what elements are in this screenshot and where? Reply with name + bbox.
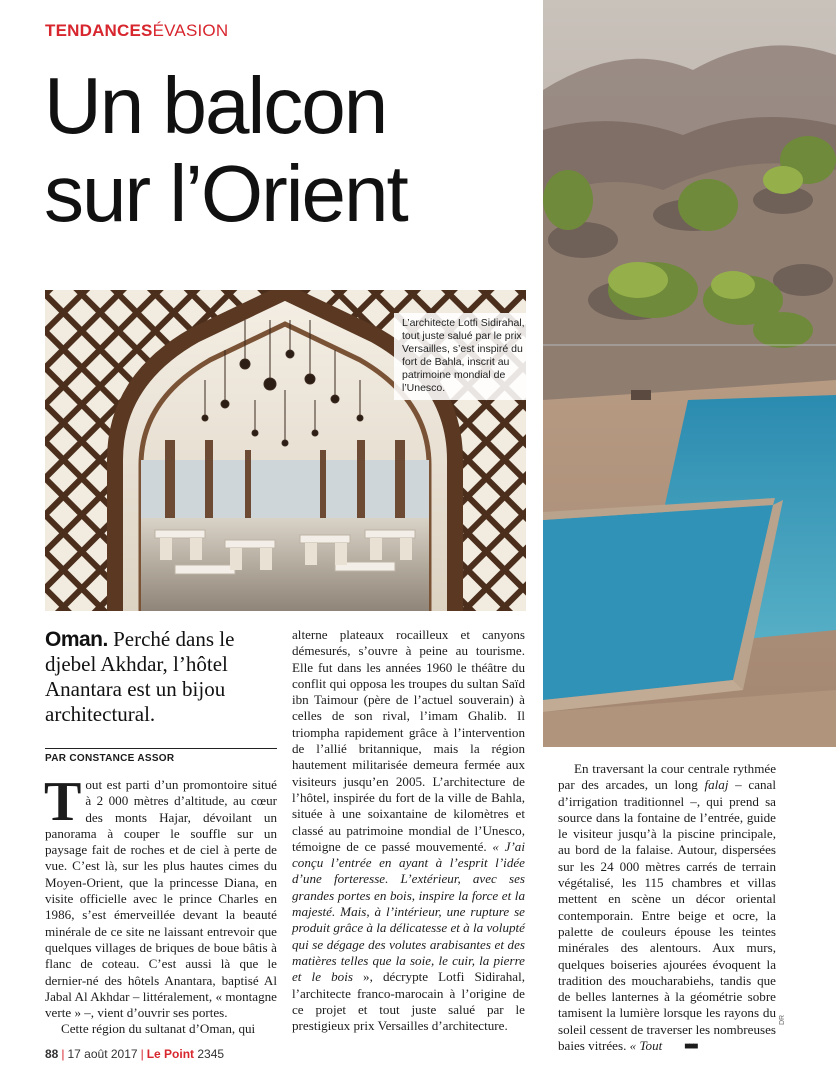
- pool-illustration: [543, 0, 836, 747]
- paragraph: [292, 627, 525, 1034]
- continued-text: « Tout: [629, 1038, 663, 1054]
- photo-credit: DR: [779, 1014, 786, 1025]
- kicker-light: ÉVASION: [152, 21, 229, 40]
- dropcap: T: [44, 771, 82, 833]
- pool-photo: [543, 0, 836, 747]
- continuation-marks: ■■■: [684, 1041, 697, 1053]
- paragraph-text: En traversant la cour centrale rythmée par des arcades, un long: [558, 761, 776, 793]
- page-footer: [45, 1047, 224, 1061]
- paragraph-text: – canal d’irrigation traditionnel –, qui prend sa source dans la fontaine de l’entrée, guide le visiteur jusqu’à la piscine principale, au bord de la falaise. Autour, dispersées sur les 24 000 mètres carrés de terrain végétalisé, les 115 chambres et villas mettent en scène un décor oriental contemporain. Entre beige et ocre, la palette de couleurs épouse les teintes minérales des alentours. Aux murs, quelques boiseries ajourées évoquent la tradition des moucharabiehs, tandis que de belles lanternes à la géométrie sobre tamisent la lumière lorsque les rayons du soleil cessent de traverser les nombreuses baies vitrées.: [558, 777, 777, 1054]
- photo-caption: L’architecte Lotfi Sidirahal, tout juste salué par le prix Versailles, s’est inspiré du fort de Bahla, inscrit au patrimoine mondial de l’Unesco.: [394, 313, 530, 400]
- quote-text: « J’ai conçu l’entrée en ayant à l’esprit l’idée d’une forteresse. L’extérieur, avec ses grandes portes en bois, inspire la force et la majesté. Mais, à l’intérieur, une rupture se produit grâce à la délicatesse et à la volupté qui se dégage des volutes arabisantes et des matières telles que la soie, le cuir, la pierre et le bois: [292, 838, 525, 985]
- column-3: [558, 761, 776, 1055]
- intro-lead: Oman.: [45, 628, 108, 651]
- page-title: [44, 62, 534, 238]
- column-1: [44, 771, 277, 1038]
- paragraph: Cette région du sultanat d’Oman, qui: [61, 1021, 256, 1037]
- section-kicker: [45, 21, 228, 41]
- paragraph: [558, 761, 776, 1055]
- column-2: [292, 627, 525, 1034]
- intro-text: Perché dans le djebel Akhdar, l’hôtel Anantara est un bijou architectural.: [45, 627, 235, 726]
- byline: PAR CONSTANCE ASSOR: [45, 753, 175, 764]
- issue-number: 2345: [197, 1047, 225, 1061]
- paragraph-text: alterne plateaux rocailleux et canyons démesurés, s’ouvre à peine au tourisme. Elle fut dans les années 1960 le théâtre du conflit qui opposa les troupes du sultan Saïd ibn Taimour (père de l’actuel souverain) à celles de son rival, l’imam Ghalib. Il triompha rapidement grâce à l’intervention de l’allié britannique, mais la région hautement militarisée demeura fermée aux visiteurs jusqu’en 2005. L’architecture de l’hôtel, inspirée du fort de la ville de Bahla, située à une soixantaine de kilomètres et classé au patrimoine mondial de l’Unesco, témoigne de ce passé mouvementé.: [292, 627, 525, 854]
- title-line-2: sur l’Orient: [44, 149, 407, 238]
- magazine-name: Le Point: [146, 1047, 195, 1061]
- issue-date: 17 août 2017: [67, 1047, 138, 1061]
- kicker-strong: TENDANCES: [45, 21, 153, 40]
- byline-rule: [45, 748, 277, 749]
- title-line-1: Un balcon: [44, 61, 387, 150]
- paragraph: [44, 771, 277, 1021]
- footer-separator: |: [61, 1047, 65, 1061]
- falaj-term: falaj: [704, 777, 729, 793]
- footer-separator: |: [140, 1047, 144, 1061]
- page-number: 88: [45, 1047, 59, 1061]
- paragraph-text: », décrypte Lotfi Sidirahal, l’architecte franco-marocain à l’origine de ce projet et tout juste salué par le prestigieux prix Versailles d’architecture.: [292, 969, 526, 1034]
- intro: [45, 627, 277, 727]
- paragraph-text: out est parti d’un promontoire situé à 2 000 mètres d’altitude, au cœur des monts Hajar, dévoilant un panorama à couper le souffle sur un paysage fait de roches et de ciel à perte de vue. C’est là, sur les plus hautes cimes du Moyen-Orient, que la princesse Diana, en visite officielle avec le prince Charles en 1986, s’est émerveillée devant la beauté minérale de ce site ne laissant entrevoir que quelques villages de briques de boue bâtis à flanc de coteau. C’est aussi là que le dernier-né des hôtels Anantara, baptisé Al Jabal Al Akhdar – littéralement, « montagne verte » –, vient d’ouvrir ses portes.: [45, 777, 277, 1021]
